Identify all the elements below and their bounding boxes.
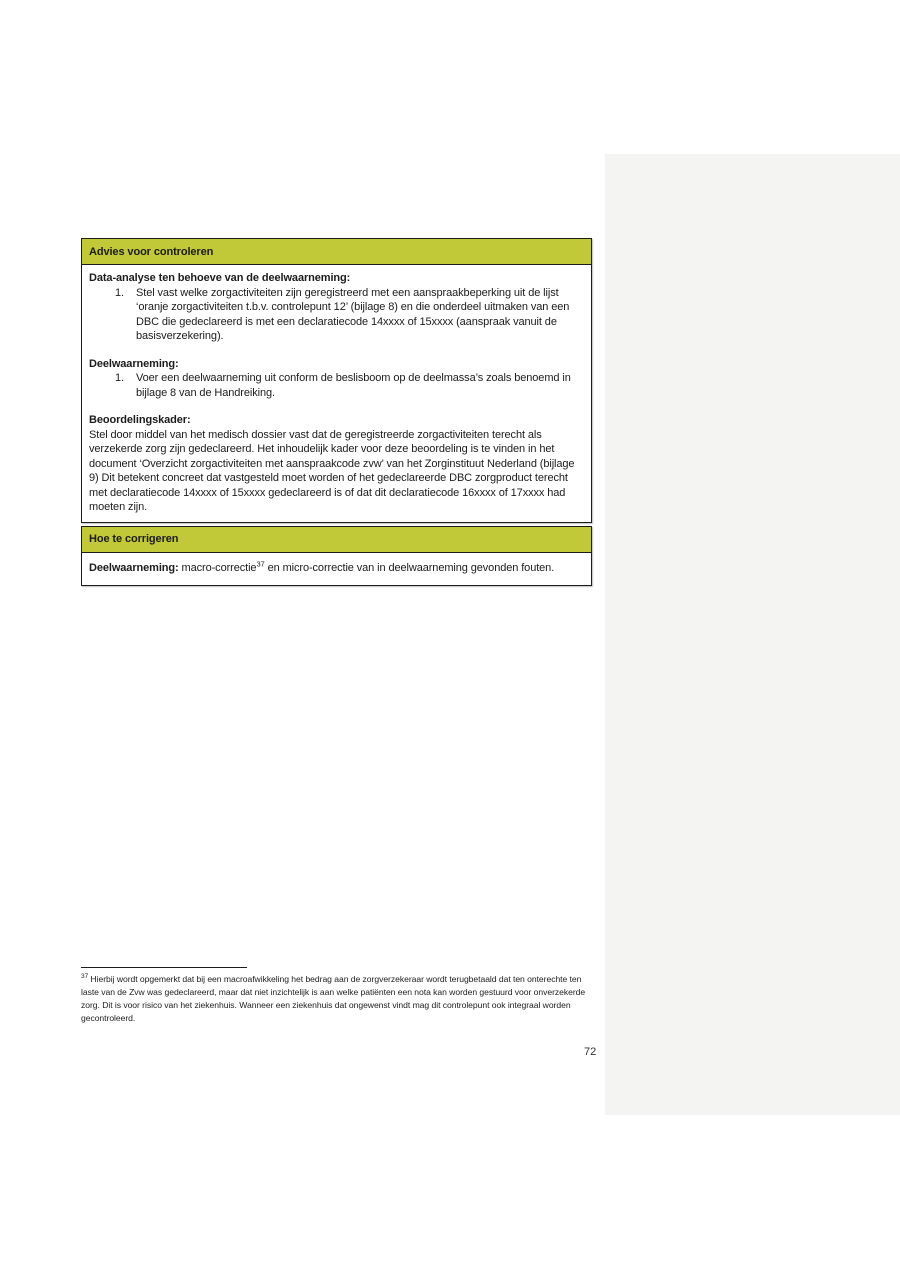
footnote-separator-rule [81, 967, 247, 968]
corrigeren-table-body [81, 553, 592, 587]
section-data-analyse [89, 271, 584, 344]
corrigeren-table-header-label: Hoe te corrigeren [89, 533, 179, 545]
section-deelwaarneming [89, 357, 584, 401]
corrigeren-body-label: Deelwaarneming: [89, 561, 179, 574]
list-item-number: 1. [115, 372, 124, 384]
advies-table [81, 238, 592, 523]
corrigeren-table-header [81, 526, 592, 553]
footnote-body: Hierbij wordt opgemerkt dat bij een macroafwikkeling het bedrag aan de zorgverzekeraar wordt terugbetaald dat ten onterechte ten laste van de Zvw was gedeclareerd, maar dat niet inzichtelijk is aan welke patiënten een nota kan worden gestuurd voor onverzekerde zorg. Dit is voor risico van het ziekenhuis. Wanneer een ziekenhuis dat ongewenst vindt mag dit controlepunt ook integraal worden gecontroleerd. [81, 974, 586, 1023]
content-column [81, 238, 592, 586]
list-item-text: Stel vast welke zorgactiviteiten zijn geregistreerd met een aanspraakbeperking uit de lijst ‘oranje zorgactiviteiten t.b.v. controlepunt 12’ (bijlage 8) en die onderdeel uitmaken van een DBC die gedeclareerd is met een declaratiecode 14xxxx of 15xxxx (aanspraak vanuit de basisverzekering). [136, 286, 570, 342]
list-item-text: Voer een deelwaarneming uit conform de beslisboom op de deelmassa’s zoals benoemd in bijlage 8 van de Handreiking. [136, 372, 571, 399]
advies-table-header [81, 238, 592, 265]
advies-table-body [81, 265, 592, 523]
corrigeren-body-text-pre: macro-correctie [178, 561, 257, 574]
footnote-reference-37: 37 [256, 558, 265, 568]
section-paragraph: Stel door middel van het medisch dossier vast dat de geregistreerde zorgactiviteiten terecht als verzekerde zorg zijn gedeclareerd. Het inhoudelijk kader voor deze beoordeling is te vinden in het document ‘Overzicht zorgactiviteiten met aanspraakcode zvw’ van het Zorginstituut Nederland (bijlage 9) Dit betekent concreet dat vastgesteld moet worden of het gedeclareerde DBC zorgproduct terecht met declaratiecode 14xxxx of 15xxxx gedeclareerd is of dat dit declaratiecode 16xxxx of 17xxxx had moeten zijn. [89, 428, 575, 513]
section-heading: Data-analyse ten behoeve van de deelwaarneming: [89, 272, 351, 284]
right-margin-shade [605, 154, 900, 1115]
list-item [89, 286, 584, 344]
footnote-block [81, 967, 595, 1025]
footnote-text [81, 973, 595, 1025]
footnote-marker: 37 [81, 973, 89, 981]
corrigeren-body-text-post: en micro-correctie van in deelwaarneming gevonden fouten. [264, 561, 555, 574]
corrigeren-table [81, 526, 592, 587]
section-heading: Beoordelingskader: [89, 414, 191, 426]
advies-table-header-label: Advies voor controleren [89, 245, 214, 258]
list-item-number: 1. [115, 286, 124, 299]
section-heading: Deelwaarneming: [89, 357, 179, 370]
page-number: 72 [584, 1046, 597, 1058]
list-item [89, 371, 584, 400]
section-beoordelingskader [89, 413, 584, 515]
